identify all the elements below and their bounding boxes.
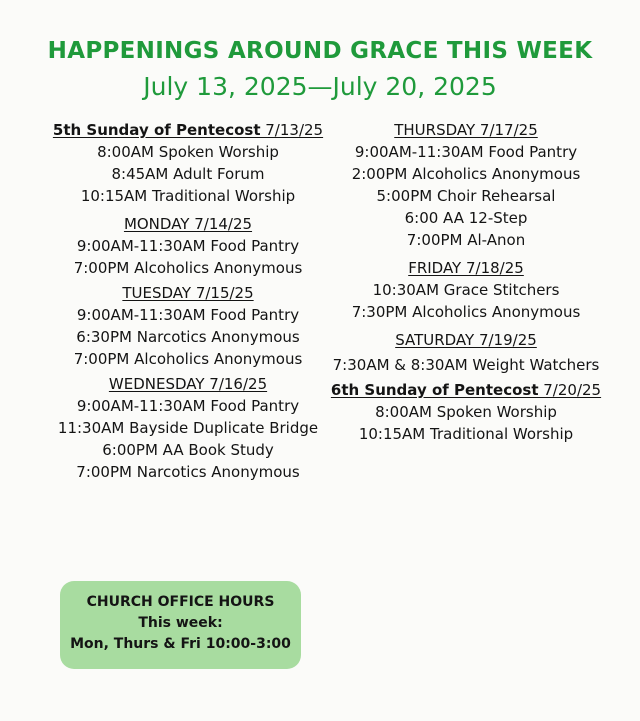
- day-sunday-7-13: [40, 119, 336, 207]
- day-heading: MONDAY 7/14/25: [123, 215, 253, 233]
- event-item: 9:00AM-11:30AM Food Pantry: [354, 143, 578, 161]
- event-item: 9:00AM-11:30AM Food Pantry: [76, 306, 300, 324]
- event-item: 7:30PM Alcoholics Anonymous: [351, 303, 581, 321]
- event-item: 10:15AM Traditional Worship: [358, 425, 574, 443]
- event-item: 8:00AM Spoken Worship: [97, 143, 279, 161]
- day-thursday: [318, 119, 614, 251]
- day-sunday-7-20: [318, 379, 614, 445]
- event-item: 6:00PM AA Book Study: [102, 441, 274, 459]
- office-hours-box: [60, 581, 301, 669]
- event-item: 10:30AM Grace Stitchers: [372, 281, 560, 299]
- right-schedule-column: [318, 119, 614, 445]
- date-range: July 13, 2025—July 20, 2025: [143, 72, 497, 101]
- day-friday: [318, 257, 614, 323]
- event-item: 7:30AM & 8:30AM Weight Watchers: [332, 356, 600, 374]
- day-heading: SATURDAY 7/19/25: [395, 331, 537, 349]
- day-heading-date: 7/20/25: [538, 381, 602, 399]
- day-heading-date: 7/13/25: [260, 121, 324, 139]
- left-schedule-column: [40, 119, 336, 483]
- event-item: 6:00 AA 12-Step: [404, 209, 528, 227]
- event-item: 6:30PM Narcotics Anonymous: [76, 328, 300, 346]
- event-item: 7:00PM Alcoholics Anonymous: [73, 259, 303, 277]
- event-item: 9:00AM-11:30AM Food Pantry: [76, 397, 300, 415]
- event-item: 8:00AM Spoken Worship: [375, 403, 557, 421]
- day-tuesday: [40, 282, 336, 370]
- day-heading: FRIDAY 7/18/25: [408, 259, 524, 277]
- office-hours-times: Mon, Thurs & Fri 10:00-3:00: [70, 636, 291, 652]
- event-item: 7:00PM Alcoholics Anonymous: [73, 350, 303, 368]
- day-heading: [40, 119, 336, 141]
- day-monday: [40, 213, 336, 279]
- day-heading-bold: 5th Sunday of Pentecost: [52, 121, 261, 139]
- event-item: 2:00PM Alcoholics Anonymous: [351, 165, 581, 183]
- day-heading: THURSDAY 7/17/25: [394, 121, 538, 139]
- day-wednesday: [40, 373, 336, 483]
- event-item: 5:00PM Choir Rehearsal: [376, 187, 556, 205]
- event-item: 10:15AM Traditional Worship: [80, 187, 296, 205]
- event-item: 9:00AM-11:30AM Food Pantry: [76, 237, 300, 255]
- office-hours-title: CHURCH OFFICE HOURS: [86, 594, 275, 610]
- day-heading-bold: 6th Sunday of Pentecost: [330, 381, 539, 399]
- event-item: 11:30AM Bayside Duplicate Bridge: [57, 419, 319, 437]
- day-saturday: [318, 329, 614, 376]
- day-heading: WEDNESDAY 7/16/25: [108, 375, 268, 393]
- page-title: HAPPENINGS AROUND GRACE THIS WEEK: [47, 38, 593, 64]
- event-item: 7:00PM Al-Anon: [406, 231, 526, 249]
- day-heading: TUESDAY 7/15/25: [122, 284, 254, 302]
- day-heading: [318, 379, 614, 401]
- event-item: 8:45AM Adult Forum: [111, 165, 265, 183]
- office-hours-subtitle: This week:: [138, 615, 223, 631]
- event-item: 7:00PM Narcotics Anonymous: [76, 463, 300, 481]
